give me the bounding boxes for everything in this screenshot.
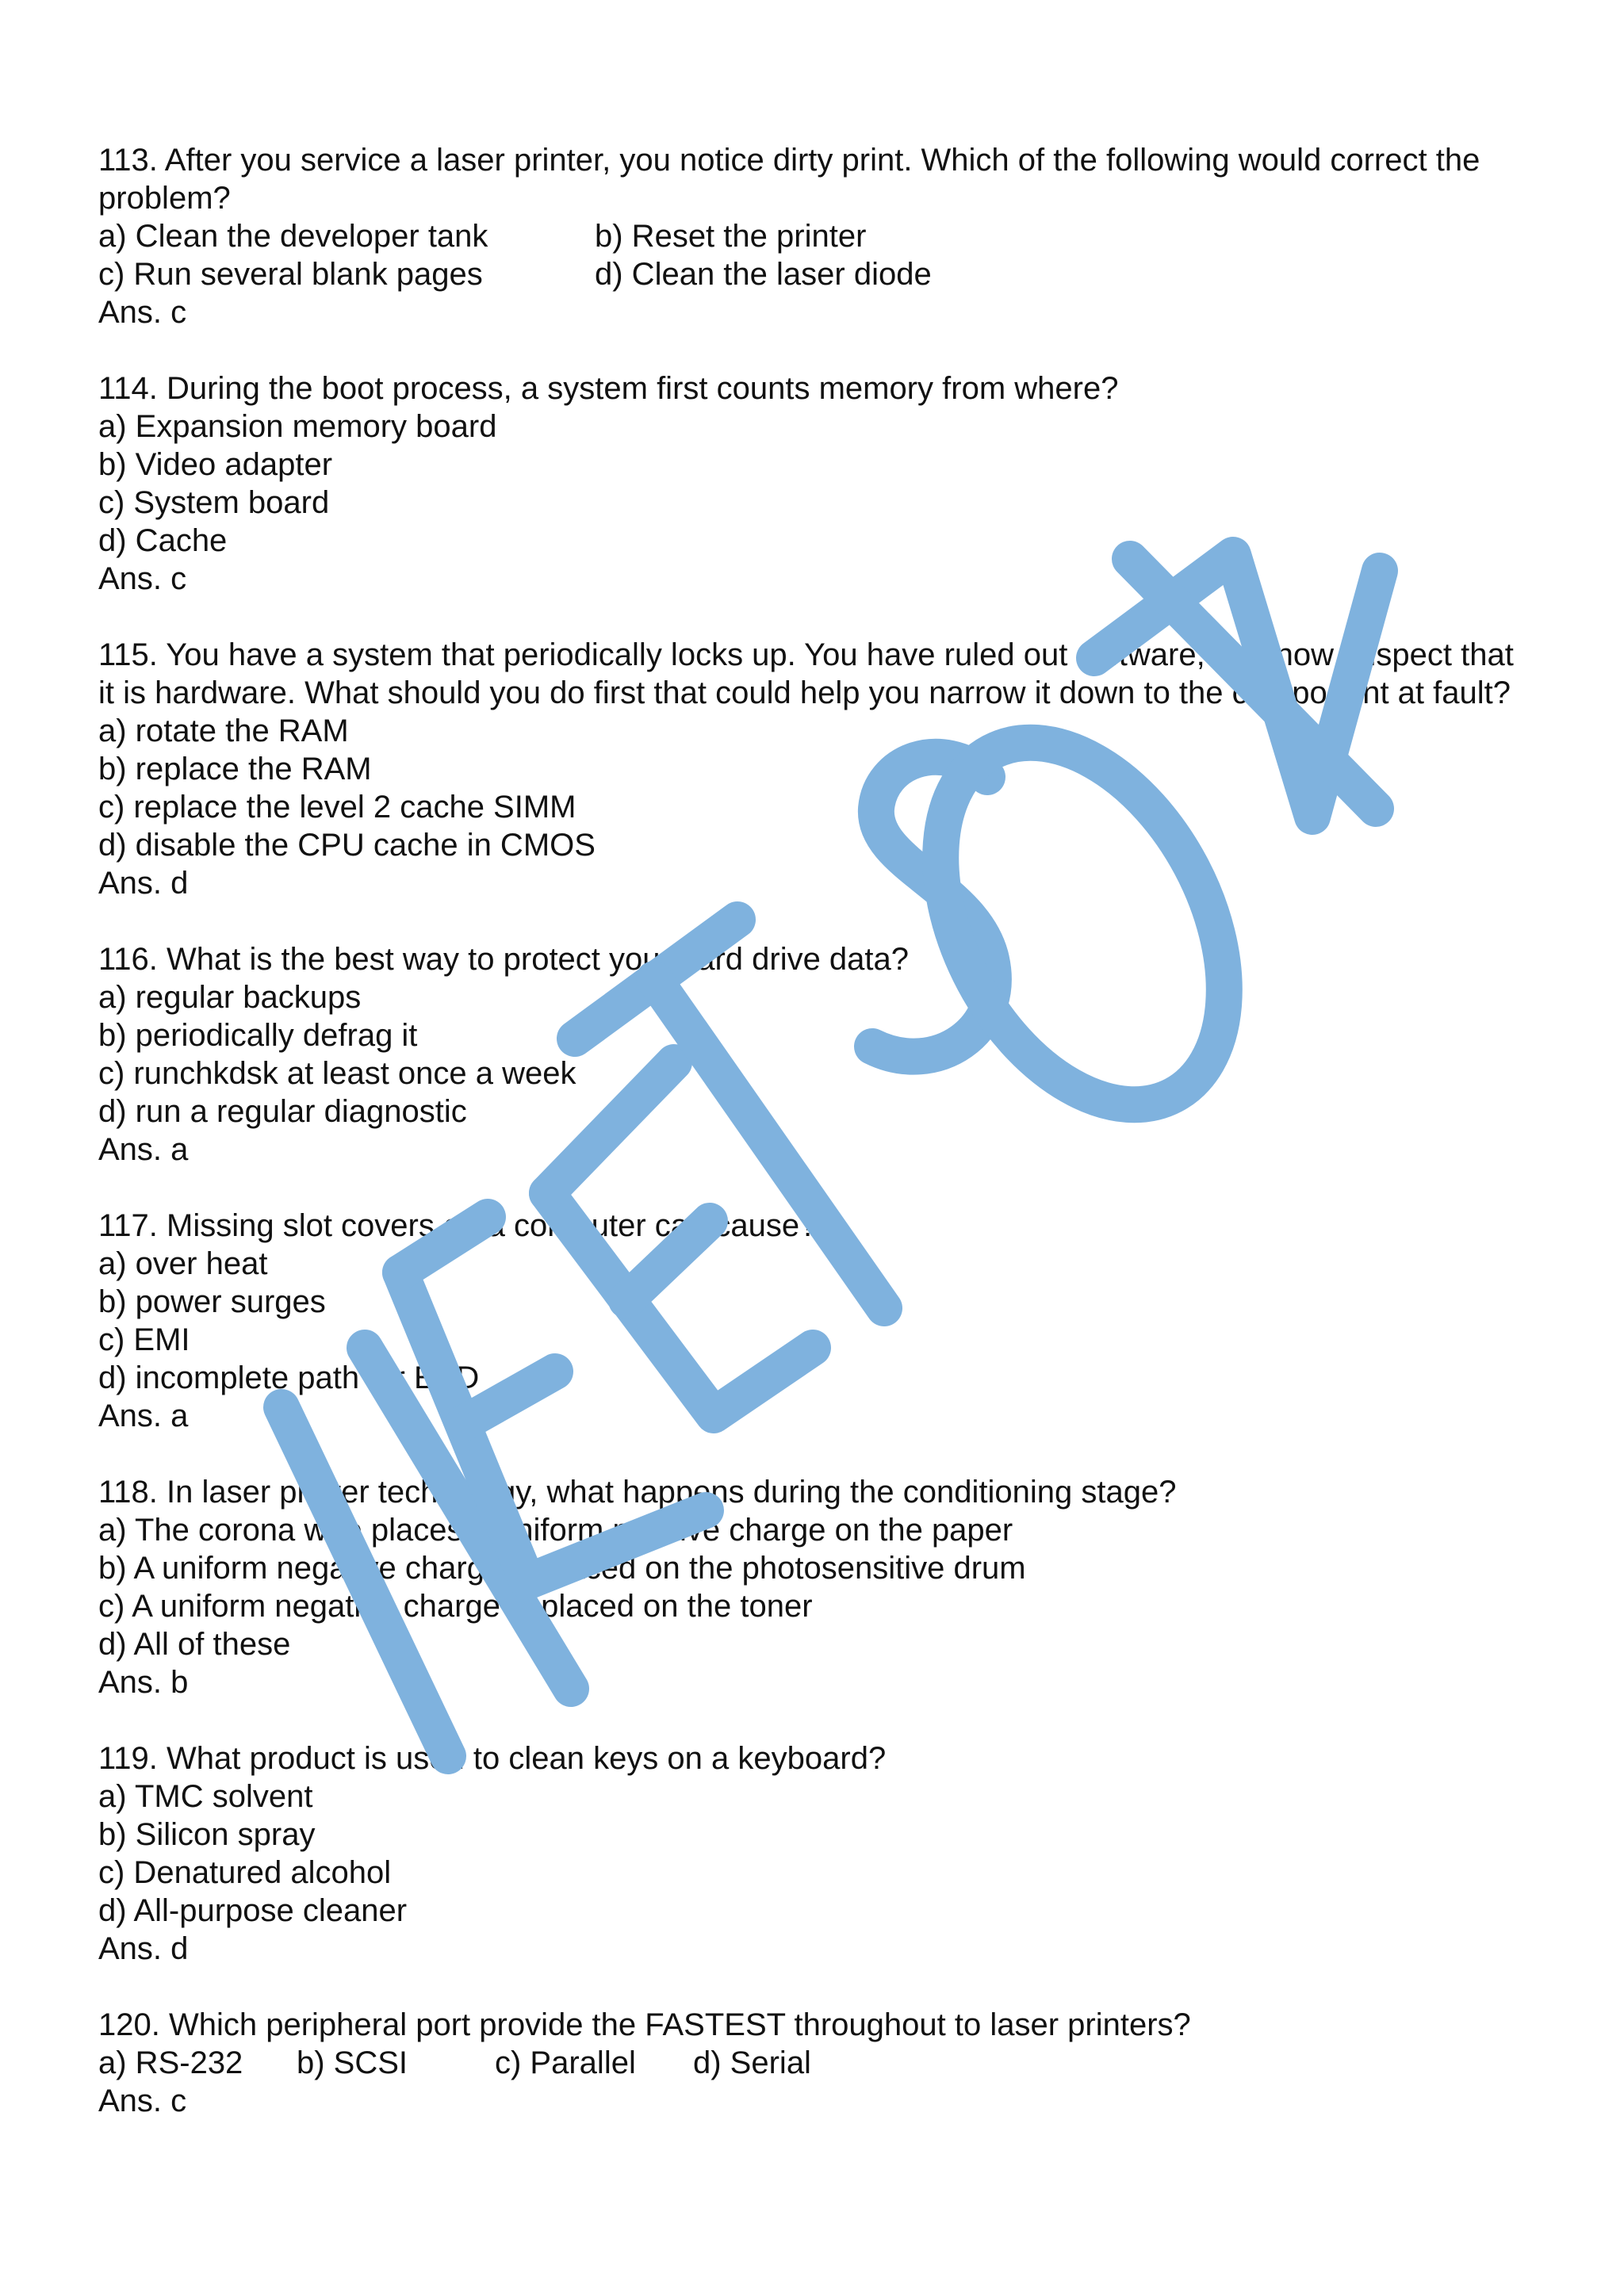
question-120: [98, 2006, 1526, 2120]
answer: Ans. d: [98, 1931, 189, 1966]
option-a: a) over heat: [98, 1246, 268, 1281]
question-115: [98, 636, 1526, 902]
answer: Ans. c: [98, 2084, 187, 2118]
option-b: b) Video adapter: [98, 447, 333, 482]
option-d: d) Cache: [98, 523, 228, 558]
answer: Ans. a: [98, 1132, 189, 1167]
option-c: c) replace the level 2 cache SIMM: [98, 790, 576, 825]
option-c: c) Parallel: [495, 2045, 636, 2080]
option-d: d) incomplete path for ESD: [98, 1360, 480, 1395]
option-row: [98, 217, 1526, 255]
option-d: d) Clean the laser diode: [595, 257, 932, 292]
question-text: 115. You have a system that periodically locks up. You have ruled out software, and now suspect that it is hardware. What should you do first that could help you narrow it down to the component at fault?: [98, 637, 1514, 710]
option-row: [98, 255, 1526, 293]
option-b: b) replace the RAM: [98, 752, 372, 786]
option-b: b) power surges: [98, 1284, 326, 1319]
question-text: 118. In laser printer technology, what happens during the conditioning stage?: [98, 1475, 1177, 1510]
question-text: 119. What product is used to clean keys on a keyboard?: [98, 1741, 887, 1776]
option-b: b) Reset the printer: [595, 219, 867, 254]
option-c: c) EMI: [98, 1322, 190, 1357]
question-114: [98, 369, 1526, 598]
answer: Ans. d: [98, 866, 189, 901]
option-d: d) All-purpose cleaner: [98, 1893, 408, 1928]
answer: Ans. a: [98, 1399, 189, 1433]
question-118: [98, 1473, 1526, 1701]
option-a: a) regular backups: [98, 980, 362, 1015]
option-a: a) rotate the RAM: [98, 714, 349, 748]
answer: Ans. b: [98, 1665, 189, 1700]
option-d: d) Serial: [693, 2045, 811, 2080]
answer: Ans. c: [98, 561, 187, 596]
option-a: a) Clean the developer tank: [98, 219, 488, 254]
option-b: b) Silicon spray: [98, 1817, 316, 1852]
option-c: c) System board: [98, 485, 330, 520]
answer: Ans. c: [98, 295, 187, 330]
option-a: a) RS-232: [98, 2045, 243, 2080]
question-text: 116. What is the best way to protect your hard drive data?: [98, 942, 910, 977]
question-116: [98, 940, 1526, 1169]
option-b: b) A uniform negative charge is placed on the photosensitive drum: [98, 1551, 1026, 1586]
option-a: a) Expansion memory board: [98, 409, 497, 444]
option-c: c) A uniform negative charge is placed on the toner: [98, 1589, 813, 1624]
option-a: a) TMC solvent: [98, 1779, 313, 1814]
question-117: [98, 1207, 1526, 1435]
option-c: c) Run several blank pages: [98, 257, 483, 292]
option-c: c) runchkdsk at least once a week: [98, 1056, 576, 1091]
option-b: b) periodically defrag it: [98, 1018, 418, 1053]
question-text: 114. During the boot process, a system first counts memory from where?: [98, 371, 1119, 406]
option-a: a) The corona wire places a uniform positive charge on the paper: [98, 1513, 1013, 1548]
option-row: [98, 2044, 1526, 2082]
question-text: 113. After you service a laser printer, you notice dirty print. Which of the following would correct the problem?: [98, 143, 1480, 216]
question-113: [98, 141, 1526, 331]
question-text: 117. Missing slot covers on a computer can cause?: [98, 1208, 818, 1243]
option-d: d) disable the CPU cache in CMOS: [98, 828, 596, 863]
option-b: b) SCSI: [297, 2045, 408, 2080]
option-c: c) Denatured alcohol: [98, 1855, 392, 1890]
question-list: [98, 141, 1526, 2158]
option-d: d) All of these: [98, 1627, 291, 1662]
question-text: 120. Which peripheral port provide the FASTEST throughout to laser printers?: [98, 2007, 1191, 2042]
option-d: d) run a regular diagnostic: [98, 1094, 467, 1129]
question-119: [98, 1739, 1526, 1968]
